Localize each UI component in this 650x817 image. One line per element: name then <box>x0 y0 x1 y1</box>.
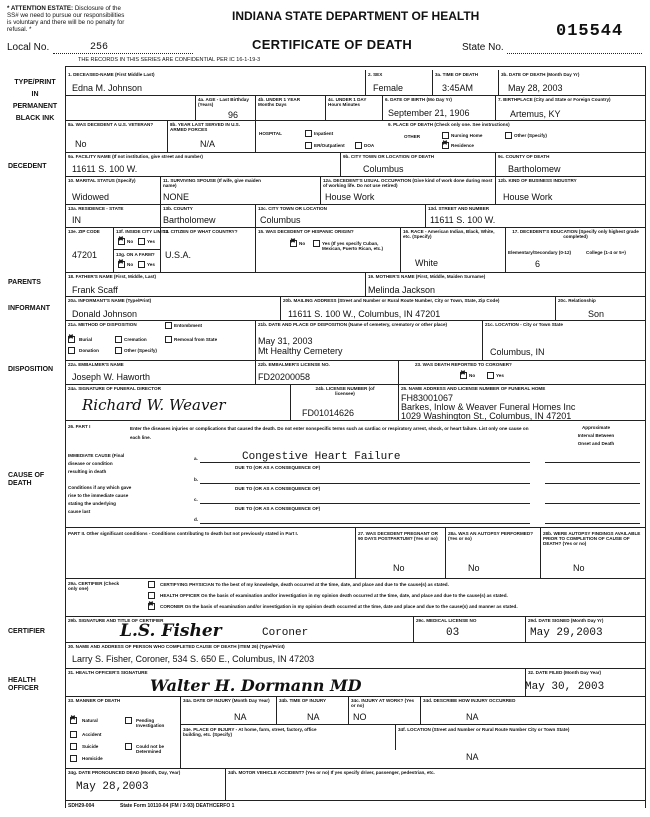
label-part2: PART II. Other significant conditions - Conditions contributing to death but not previously stated in Part I. <box>68 531 299 536</box>
label-pronounced: 34g. DATE PRONOUNCED DEAD (Month, Day, Year) <box>68 770 181 775</box>
label-method: 21a. METHOD OF DISPOSITION <box>68 322 137 327</box>
date-signed: May 29,2003 <box>530 627 603 639</box>
embalmer-license: FD20200058 <box>258 372 311 382</box>
label-sex: 2. SEX <box>368 72 383 77</box>
label-entombment: Entombment <box>174 323 203 328</box>
label-res-county: 13b. COUNTY <box>163 206 193 211</box>
label-place-of-death: 9. PLACE OF DEATH (Check only one. See instructions) <box>388 122 510 127</box>
label-due-to: DUE TO (OR AS A CONSEQUENCE OF) <box>235 506 321 511</box>
label-due-to: DUE TO (OR AS A CONSEQUENCE OF) <box>235 465 321 470</box>
age-value: 96 <box>228 110 239 120</box>
coroner-checkbox[interactable] <box>148 603 155 610</box>
label-race: 16. RACE - American Indian, Black, White, etc. (Specify) <box>403 229 495 239</box>
label-coroner-report: 23. WAS DEATH REPORTED TO CORONER? <box>415 362 512 367</box>
section-health-officer: HEALTH OFFICER <box>8 677 39 692</box>
form-number: State Form 10110-04 (FM / 3-93) DEATHCERFO 1 <box>120 803 235 809</box>
father-name: Frank Scaff <box>72 285 118 295</box>
attention-notice <box>7 5 167 33</box>
citizen-value: U.S.A. <box>165 250 192 260</box>
label-residence: Residence <box>451 143 474 148</box>
date-of-birth: September 21, 1906 <box>388 108 470 118</box>
inside-city-yes-checkbox[interactable] <box>138 238 145 245</box>
could-not-checkbox[interactable] <box>125 743 132 750</box>
date-filed: May 30, 2003 <box>525 681 605 693</box>
label-father: 18. FATHER'S NAME (First, Middle, Last) <box>68 274 157 279</box>
label-occupation: 12a. DECEDENT'S USUAL OCCUPATION (Give kind of work done during most of working life. Do not use retired) <box>323 178 493 188</box>
label-manner: 33. MANNER OF DEATH <box>68 698 121 703</box>
section-certifier: CERTIFIER <box>8 628 45 635</box>
injury-place: NA <box>466 752 479 762</box>
res-street: 11611 S. 100 W. <box>430 215 496 225</box>
injury-how: NA <box>466 712 479 722</box>
date-of-death: May 28, 2003 <box>508 83 563 93</box>
label-embalmer-license: 22b. EMBALMER'S LICENSE NO. <box>258 362 330 367</box>
attention-line: Disclosure of the <box>74 5 121 12</box>
hispanic-yes-checkbox[interactable] <box>313 240 320 247</box>
label-health-officer-signature: 31. HEALTH OFFICER'S SIGNATURE <box>68 670 148 675</box>
label-autopsy: 28a. WAS AN AUTOPSY PERFORMED? (Yes or no) <box>448 531 533 541</box>
label-no: No <box>127 262 134 267</box>
label-cremation: Cremation <box>124 337 147 342</box>
label-county-of-death: 9c. COUNTY OF DEATH <box>498 154 550 159</box>
label-facility: 9a. FACILITY NAME (If not institution, give street and number) <box>68 154 203 159</box>
label-other-specify: Other (Specify) <box>514 133 547 138</box>
accident-checkbox[interactable] <box>70 731 77 738</box>
disposition-other-checkbox[interactable] <box>115 347 122 354</box>
autopsy-findings-value: No <box>573 563 585 573</box>
disposition-location: Columbus, IN <box>490 347 545 357</box>
label-due-to: DUE TO (OR AS A CONSEQUENCE OF) <box>235 486 321 491</box>
label-edu-college: College (1-4 or 5+) <box>586 250 626 255</box>
label-immediate-cause: IMMEDIATE CAUSE (Final disease or condition resulting in death <box>68 453 125 474</box>
autopsy-value: No <box>468 563 480 573</box>
label-injury-work: 34c. INJURY AT WORK? (Yes or no) <box>351 698 415 708</box>
inside-city-no-checkbox[interactable] <box>118 238 125 245</box>
section-informant: INFORMANT <box>8 305 50 312</box>
residence-checkbox[interactable] <box>442 142 449 149</box>
other-specify-checkbox[interactable] <box>505 132 512 139</box>
label-disposition-other: Other (Specify) <box>124 348 157 353</box>
label-yes: Yes <box>147 262 155 267</box>
label-nursing: Nursing Home <box>451 133 483 138</box>
year-served-value: N/A <box>200 139 216 149</box>
label-certifying-physician: CERTIFYING PHYSICIAN To the best of my knowledge, death occurred at the time, date, and place and due to the cause(s) as stated. <box>160 582 449 587</box>
label-funeral-home: 25. NAME ADDRESS AND LICENSE NUMBER OF FUNERAL HOME <box>401 386 546 391</box>
industry: House Work <box>503 192 553 202</box>
funeral-home-address: 1029 Washington St., Columbus, IN 47201 <box>401 411 572 421</box>
label-spouse: 11. SURVIVING SPOUSE (If wife, give maiden name) <box>163 178 261 188</box>
coroner-no-checkbox[interactable] <box>460 372 467 379</box>
facility-name: 11611 S. 100 W. <box>72 164 138 174</box>
injury-date: NA <box>234 712 247 722</box>
label-health-officer: HEALTH OFFICER On the basis of examination and/or investigation in my opinion death occurred at the time, date, and place and due to the cause(s) as stated. <box>160 593 508 598</box>
section-parents: PARENTS <box>8 279 41 286</box>
label-certifier-signature: 29b. SIGNATURE AND TITLE OF CERTIFIER <box>68 618 164 623</box>
attention-title: * ATTENTION ESTATE: <box>7 5 74 12</box>
label-veteran: 8a. WAS DECEDENT A U.S. VETERAN? <box>68 122 154 127</box>
label-education: 17. DECEDENT'S EDUCATION (Specify only highest grade completed) <box>512 229 639 239</box>
label-embalmer: 22a. EMBALMER'S NAME <box>68 362 124 367</box>
occupation: House Work <box>325 192 375 202</box>
label-autopsy-findings: 28b. WERE AUTOPSY FINDINGS AVAILABLE PRIOR TO COMPLETION OF CAUSE OF DEATH? (Yes or no) <box>543 531 641 546</box>
label-no: No <box>299 241 306 246</box>
label-yes: Yes <box>496 373 504 378</box>
state-no-label: State No. <box>462 42 504 53</box>
burial-checkbox[interactable] <box>68 336 75 343</box>
date-pronounced: May 28,2003 <box>76 781 149 793</box>
cremation-checkbox[interactable] <box>115 336 122 343</box>
res-city: Columbus <box>260 215 301 225</box>
label-fd-signature: 24a. SIGNATURE OF FUNERAL DIRECTOR <box>68 386 161 391</box>
race-value: White <box>415 258 439 268</box>
label-conditions: Conditions if any which gave rise to the immediate cause stating the underlying cause last <box>68 485 132 514</box>
deceased-name: Edna M. Johnson <box>72 83 143 93</box>
birthplace: Artemus, KY <box>510 109 561 119</box>
certificate-title: CERTIFICATE OF DEATH <box>252 37 413 52</box>
label-yes: Yes <box>147 239 155 244</box>
label-injury-location: 34f. LOCATION (Street and Number or Rural Route Number City or Town State) <box>398 727 570 732</box>
label-date-signed: 29d. DATE SIGNED (Month Day Yr) <box>528 618 604 623</box>
attention-line: refusal. * <box>7 26 32 33</box>
label-res-state: 13a. RESIDENCE - STATE <box>68 206 124 211</box>
label-certifier: 29a. CERTIFIER (Check only one) <box>68 581 120 591</box>
label-mailing: 20b. MAILING ADDRESS (Street and Number or Rural Route Number, City or Town, State, Zip Code) <box>283 298 500 303</box>
zip-code: 47201 <box>72 250 98 260</box>
department-title: INDIANA STATE DEPARTMENT OF HEALTH <box>232 9 480 23</box>
mother-name: Melinda Jackson <box>368 285 436 295</box>
farm-yes-checkbox[interactable] <box>138 261 145 268</box>
part1-instructions: Enter the diseases injuries or complications that caused the death. Do not enter nonspecific terms such as cardiac or respiratory arrest, shock, or heart failure. List only one cause on each line. <box>130 426 529 440</box>
attention-line: is voluntary and there will be no penalty for <box>7 19 125 26</box>
section-decedent: DECEDENT <box>8 163 47 170</box>
label-injury-time: 34b. TIME OF INJURY <box>279 698 327 703</box>
label-no: No <box>127 239 134 244</box>
label-motor-vehicle: 34h. MOTOR VEHICLE ACCIDENT? (Yes or no) If yes specify driver, passenger, pedestrian, etc. <box>228 770 435 775</box>
label-hispanic-sub: Yes (If yes specify Cuban, Mexican, Puerto Rican, etc.) <box>322 241 384 251</box>
informant-address: 11611 S. 100 W., Columbus, IN 47201 <box>288 309 441 319</box>
pregnant-value: No <box>393 563 405 573</box>
cause-of-death-a: Congestive Heart Failure <box>242 451 401 463</box>
suicide-checkbox[interactable] <box>70 743 77 750</box>
label-informant: 20a. INFORMANT'S NAME (Type/Print) <box>68 298 152 303</box>
label-res-street: 13d. STREET AND NUMBER <box>428 206 490 211</box>
label-er: ER/Outpatient <box>314 143 345 148</box>
education-value: 6 <box>535 259 541 269</box>
health-officer-signature: Walter H. Dormann MD <box>150 676 362 695</box>
label-industry: 12b. KIND OF BUSINESS INDUSTRY <box>498 178 577 183</box>
inpatient-checkbox[interactable] <box>305 130 312 137</box>
disposition-date: May 31, 2003 <box>258 336 313 346</box>
embalmer-name: Joseph W. Haworth <box>72 372 151 382</box>
label-deceased-name: 1. DECEASED-NAME (First Middle Last) <box>68 72 155 77</box>
certifier-signature: L.S. Fisher <box>120 621 222 641</box>
marital-status: Widowed <box>72 192 110 202</box>
veteran-value: No <box>75 139 87 149</box>
pending-checkbox[interactable] <box>125 717 132 724</box>
section-cause-of-death: CAUSE OF DEATH <box>8 472 45 487</box>
label-year-served: 8b. YEAR LAST SERVED IN U.S. ARMED FORCES <box>170 122 241 132</box>
res-county: Bartholomew <box>163 215 216 225</box>
label-birthplace: 7. BIRTHPLACE (City and State or Foreign Country) <box>498 97 611 102</box>
coroner-yes-checkbox[interactable] <box>487 372 494 379</box>
label-accident: Accident <box>82 732 102 737</box>
label-suicide: Suicide <box>82 744 99 749</box>
certifying-physician-checkbox[interactable] <box>148 581 155 588</box>
farm-no-checkbox[interactable] <box>118 261 125 268</box>
sex-value: Female <box>373 83 404 93</box>
label-res-city: 13c. CITY TOWN OR LOCATION <box>258 206 327 211</box>
certificate-number: 015544 <box>556 22 624 41</box>
label-burial: Burial <box>79 337 93 342</box>
doa-checkbox[interactable] <box>355 142 362 149</box>
label-pregnant: 27. WAS DECEDENT PREGNANT OR 90 DAYS POSTPARTUM? (Yes or no) <box>358 531 438 541</box>
hispanic-no-checkbox[interactable] <box>290 240 297 247</box>
label-zip: 13e. ZIP CODE <box>68 229 100 234</box>
label-time-of-death: 3a. TIME OF DEATH <box>435 72 479 77</box>
label-fd-license: 24b. LICENSE NUMBER (of licensee) <box>315 386 375 396</box>
time-of-death: 3:45AM <box>442 83 474 93</box>
funeral-director-signature: Richard W. Weaver <box>82 396 226 414</box>
informant-name: Donald Johnson <box>72 309 138 319</box>
label-natural: Natural <box>82 718 98 723</box>
completed-by: Larry S. Fisher, Coroner, 534 S. 650 E., Columbus, IN 47203 <box>72 654 315 664</box>
label-injury-place: 34e. PLACE OF INJURY - At home, farm, street, factory, office building, etc. (Specify) <box>183 727 317 737</box>
res-state: IN <box>72 215 81 225</box>
medical-license: 03 <box>446 627 460 639</box>
injury-time: NA <box>307 712 320 722</box>
funeral-home-name: Barkes, Inlow & Weaver Funeral Homes Inc <box>401 402 576 412</box>
injury-work: NO <box>353 712 367 722</box>
label-on-farm: 13g. ON A FARM? <box>116 252 155 257</box>
label-hospital: HOSPITAL <box>259 131 282 136</box>
label-date-filed: 32. DATE FILED (Month Day Year) <box>528 670 602 675</box>
label-pending: Pending Investigation <box>136 718 165 728</box>
confidential-notice: THE RECORDS IN THIS SERIES ARE CONFIDENTIAL PER IC 16-1-19-3 <box>78 57 261 63</box>
local-no-label: Local No. <box>7 42 50 53</box>
label-medical-license: 29c. MEDICAL LICENSE NO <box>416 618 477 623</box>
label-donation: Donation <box>79 348 99 353</box>
label-disp-date-place: 21b. DATE AND PLACE OF DISPOSITION (Name of cemetery, crematory or other place) <box>258 322 448 327</box>
city-of-death: Columbus <box>363 164 404 174</box>
relationship: Son <box>588 309 605 319</box>
label-date-of-birth: 6. DATE OF BIRTH (Mo Day Yr) <box>385 97 452 102</box>
entombment-checkbox[interactable] <box>165 322 172 329</box>
label-injury-date: 34a. DATE OF INJURY (Month Day Year) <box>183 698 270 703</box>
label-doa: DOA <box>364 143 375 148</box>
label-edu-elem: Elementary/Secondary (0-12) <box>508 250 572 255</box>
type-print-label: TYPE/PRINT IN PERMANENT BLACK INK <box>12 79 58 122</box>
label-age: 4a. AGE - Last Birthday (Years) <box>198 97 249 107</box>
label-under-1-day: 4c. UNDER 1 DAY Hours Minutes <box>328 97 367 107</box>
fd-license: FD01014626 <box>302 408 355 418</box>
label-coroner: CORONER On the basis of examination and/or investigation in my opinion death occurred at the time, date and place and due to the cause(s) and manner as stated. <box>160 604 518 609</box>
label-disp-location: 21c. LOCATION - City or Town State <box>485 322 563 327</box>
label-city-of-death: 9b. CITY TOWN OR LOCATION OF DEATH <box>343 154 435 159</box>
label-citizen: 14. CITIZEN OF WHAT COUNTRY? <box>163 229 238 234</box>
label-under-1-year: 4b. UNDER 1 YEAR Months Days <box>258 97 301 107</box>
label-could-not: Could not be Determined <box>136 744 165 754</box>
label-part1: 26. PART I <box>68 424 91 429</box>
label-other: OTHER <box>404 134 421 139</box>
form-code: SDH29-004 <box>68 803 95 809</box>
label-injury-how: 34d. DESCRIBE HOW INJURY OCCURRED <box>423 698 516 703</box>
funeral-home-license: FH83001067 <box>401 393 454 403</box>
removal-checkbox[interactable] <box>165 336 172 343</box>
label-inside-city: 13f. INSIDE CITY LIMITS <box>116 229 169 234</box>
local-no-value: 256 <box>90 42 109 53</box>
er-checkbox[interactable] <box>305 142 312 149</box>
county-of-death: Bartholomew <box>508 164 561 174</box>
label-no: No <box>469 373 476 378</box>
label-date-of-death: 3b. DATE OF DEATH (Month Day Yr) <box>501 72 580 77</box>
natural-checkbox[interactable] <box>70 717 77 724</box>
disposition-place: Mt Healthy Cemetery <box>258 346 343 356</box>
section-disposition: DISPOSITION <box>8 366 54 373</box>
attention-line: SS# we need to pursue our responsibilities <box>7 12 125 19</box>
label-removal: Removal from State <box>174 337 218 342</box>
label-relationship: 20c. Relationship <box>558 298 596 303</box>
nursing-checkbox[interactable] <box>442 132 449 139</box>
label-completed-by: 30. NAME AND ADDRESS OF PERSON WHO COMPLETED CAUSE OF DEATH (ITEM 26) (Type/Print) <box>68 644 285 649</box>
health-officer-checkbox[interactable] <box>148 592 155 599</box>
label-interval: Approximate Interval Between Onset and Death <box>577 425 615 446</box>
label-inpatient: Inpatient <box>314 131 334 136</box>
label-homicide: Homicide <box>82 756 103 761</box>
certifier-title: Coroner <box>262 627 309 639</box>
donation-checkbox[interactable] <box>68 347 75 354</box>
label-hispanic: 15. WAS DECEDENT OF HISPANIC ORIGIN? <box>258 229 354 234</box>
spouse-name: NONE <box>163 192 190 202</box>
homicide-checkbox[interactable] <box>70 755 77 762</box>
label-marital: 10. MARITAL STATUS (Specify) <box>68 178 136 183</box>
label-mother: 19. MOTHER'S NAME (First, Middle, Maiden Surname) <box>368 274 486 279</box>
